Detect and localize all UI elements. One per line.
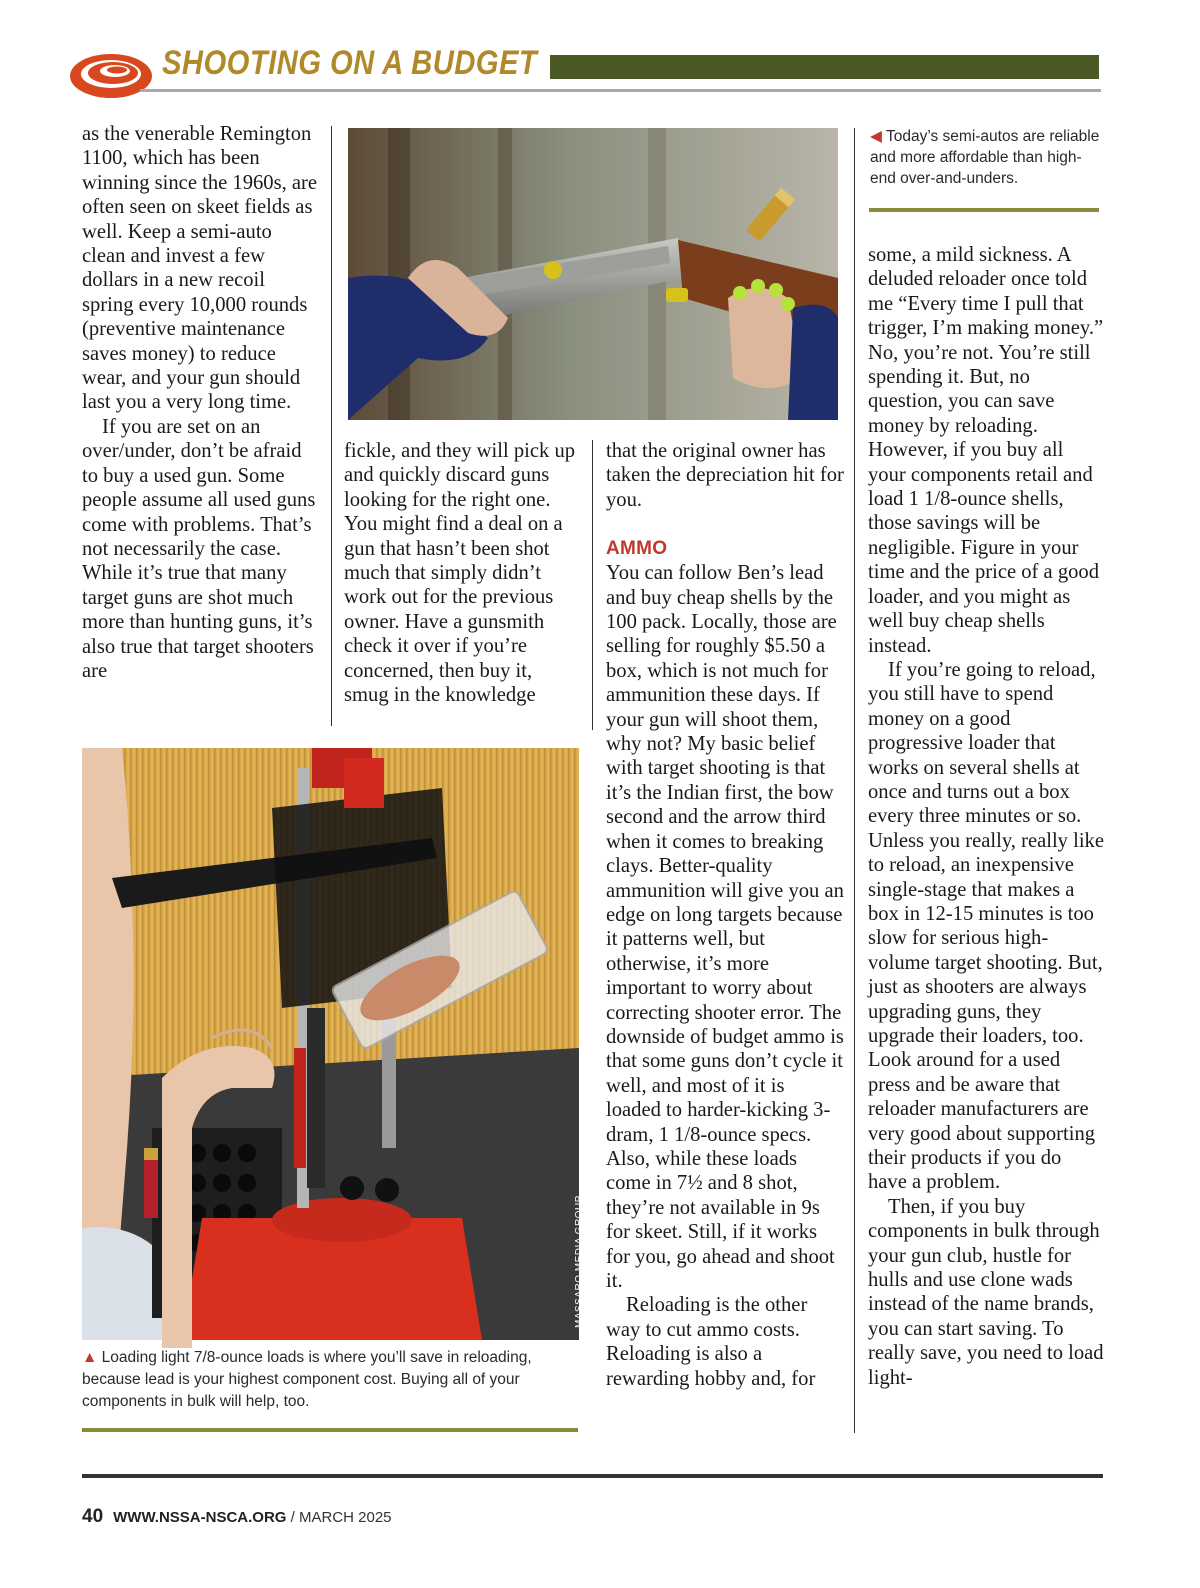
column-divider (854, 128, 855, 1433)
photo-credit: MASSARO MEDIA GROUP (574, 1195, 585, 1328)
column-3 (606, 439, 844, 1391)
column-1 (82, 122, 318, 683)
caption-pointer-left-icon: ◀ (870, 128, 882, 145)
reloading-caption-rule (82, 1428, 578, 1432)
column-4-paragraph-1: some, a mild sickness. A deluded reloader once told me “Every time I pull that trigger, I’m making money.” No, you’re not. You’re still spending it. But, no question, you can save money by reloading. However, if you buy all your components retail and load 1 1/8-ounce shells, those savings will be negligible. Figure in your time and the price of a good loader, and you might as well buy cheap shells instead. (868, 244, 1104, 657)
column-3-paragraph-1: that the original owner has taken the depreciation hit for you. (606, 440, 844, 511)
column-3-paragraph-2: You can follow Ben’s lead and buy cheap shells by the 100 pack. Locally, those are selling for roughly $5.50 a box, which is not much for ammunition these days. If your gun will shoot them, why not? My basic belief with target shooting is that it’s the Indian first, the bow second and the arrow third when it comes to breaking clays. Better-quality ammunition will give you an edge on long targets because it patterns well, but otherwise, it’s more important to worry about correcting shooter error. The downside of budget ammo is that some guns don’t cycle it well, and most of it is loaded to harder-kicking 3-dram, 1 1/8-ounce specs. Also, while these loads come in 7½ and 8 shot, they’re not available in 9s for skeet. Still, if it works for you, go ahead and shoot it. (606, 562, 844, 1292)
semi-auto-caption-text: Today’s semi-autos are reliable and more affordable than high-end over-and-unders. (870, 128, 1100, 187)
column-divider (331, 126, 332, 726)
caption-pointer-up-icon: ▲ (82, 1349, 98, 1366)
clay-target-logo-icon (66, 40, 156, 102)
semi-auto-photo-caption (870, 126, 1102, 189)
column-2 (344, 439, 580, 707)
column-1-paragraph-1: as the venerable Remington 1100, which has been winning since the 1960s, are often seen on skeet fields as well. Keep a semi-auto clean and invest a few dollars in a new recoil spring every 10,000 rounds (preventive maintenance saves money) to reduce wear, and your gun should last you a very long time. (82, 123, 318, 414)
section-title: SHOOTING ON A BUDGET (162, 44, 538, 82)
reloading-caption-text: Loading light 7/8-ounce loads is where you’ll save in reloading, because lead is your highest component cost. Buying all of your components in bulk will help, too. (82, 1349, 532, 1410)
column-divider (592, 440, 593, 730)
semi-auto-shotgun-photo (348, 128, 838, 420)
column-1-paragraph-2: If you are set on an over/under, don’t be afraid to buy a used gun. Some people assume all used guns come with problems. That’s not necessarily the case. While it’s true that many target guns are shot much more than hunting guns, it’s also true that target shooters are (82, 415, 316, 682)
column-4 (868, 243, 1104, 1390)
page-footer (82, 1506, 392, 1528)
header-bar (550, 55, 1099, 79)
column-4-paragraph-2: If you’re going to reload, you still have to spend money on a good progressive loader that works on several shells at once and turns out a box every three minutes or so. Unless you really, really like to reload, an inexpensive single-stage that makes a box in 12-15 minutes is too slow for serious high-volume target shooting. But, just as shooters are always upgrading guns, they upgrade their loaders, too. Look around for a used press and be aware that reloader manufacturers are very good about supporting their products if you do have a problem. (868, 658, 1104, 1194)
website-link[interactable]: WWW.NSSA-NSCA.ORG (113, 1509, 287, 1526)
issue-date: / MARCH 2025 (290, 1509, 392, 1526)
column-2-paragraph-1: fickle, and they will pick up and quickly discard guns looking for the right one. You might find a deal on a gun that hasn’t been shot much that simply didn’t work out for the previous owner. Have a gunsmith check it over if you’re concerned, then buy it, smug in the knowledge (344, 440, 576, 707)
column-4-paragraph-3: Then, if you buy components in bulk through your gun club, hustle for hulls and use clone wads instead of the name brands, you can start saving. To really save, you need to load light- (868, 1195, 1104, 1389)
reloading-photo-caption (82, 1347, 572, 1413)
semi-auto-caption-rule (869, 208, 1099, 212)
footer-rule (82, 1474, 1103, 1478)
ammo-subhead: AMMO (606, 538, 668, 560)
reloading-press-photo (82, 748, 585, 1340)
header-rule (140, 89, 1101, 92)
column-3-paragraph-3: Reloading is the other way to cut ammo costs. Reloading is also a rewarding hobby and, for (606, 1294, 816, 1390)
page-number: 40 (82, 1506, 104, 1527)
